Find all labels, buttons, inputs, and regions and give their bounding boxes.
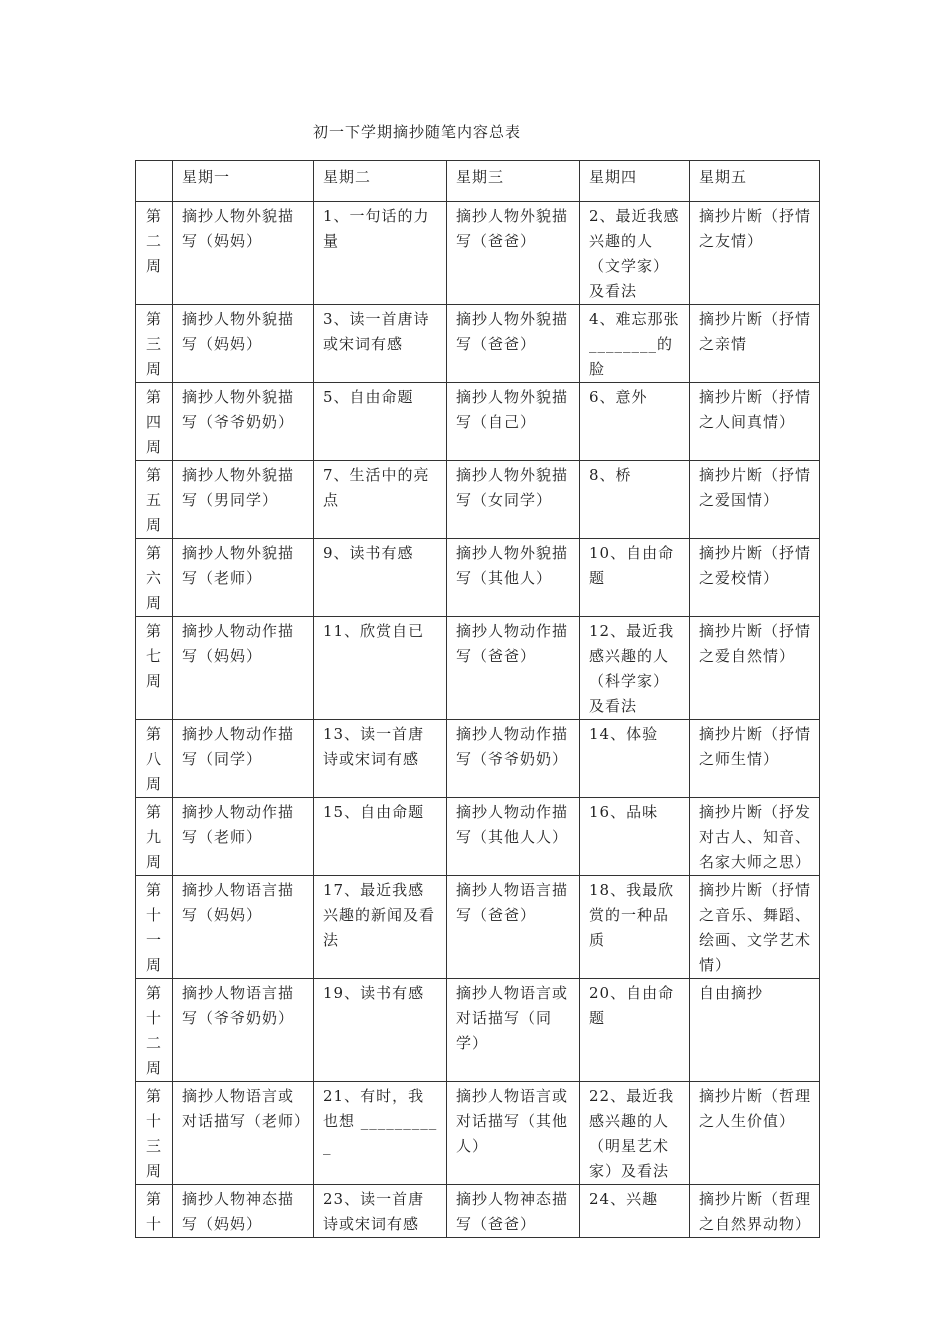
cell-friday: 自由摘抄 [690, 979, 820, 1082]
header-row [136, 161, 820, 202]
cell-wednesday: 摘抄人物外貌描写（女同学） [447, 461, 580, 539]
cell-monday: 摘抄人物动作描写（同学） [173, 720, 314, 798]
cell-wednesday: 摘抄人物外貌描写（爸爸） [447, 305, 580, 383]
week-label: 第 七 周 [136, 617, 173, 720]
cell-wednesday: 摘抄人物神态描写（爸爸） [447, 1185, 580, 1238]
cell-monday: 摘抄人物神态描写（妈妈） [173, 1185, 314, 1238]
cell-tuesday: 3、读一首唐诗或宋词有感 [314, 305, 447, 383]
cell-wednesday: 摘抄人物外貌描写（其他人） [447, 539, 580, 617]
cell-friday: 摘抄片断（抒情之音乐、舞蹈、绘画、文学艺术情） [690, 876, 820, 979]
week-label: 第 八 周 [136, 720, 173, 798]
cell-friday: 摘抄片断（抒情之师生情） [690, 720, 820, 798]
cell-wednesday: 摘抄人物动作描写（爷爷奶奶） [447, 720, 580, 798]
cell-thursday: 20、自由命题 [580, 979, 690, 1082]
header-thursday: 星期四 [580, 161, 690, 202]
week-label: 第 二 周 [136, 202, 173, 305]
table-row [136, 383, 820, 461]
header-corner [136, 161, 173, 202]
cell-wednesday: 摘抄人物动作描写（爸爸） [447, 617, 580, 720]
cell-thursday: 24、兴趣 [580, 1185, 690, 1238]
cell-tuesday: 19、读书有感 [314, 979, 447, 1082]
week-label: 第 十 [136, 1185, 173, 1238]
cell-friday: 摘抄片断（抒情之爱校情） [690, 539, 820, 617]
cell-friday: 摘抄片断（抒情之爱国情） [690, 461, 820, 539]
cell-tuesday: 11、欣赏自已 [314, 617, 447, 720]
schedule-table [135, 160, 820, 1238]
cell-tuesday: 23、读一首唐诗或宋词有感 [314, 1185, 447, 1238]
cell-monday: 摘抄人物外貌描写（男同学） [173, 461, 314, 539]
week-label: 第 三 周 [136, 305, 173, 383]
week-label: 第 五 周 [136, 461, 173, 539]
cell-tuesday: 7、生活中的亮点 [314, 461, 447, 539]
cell-friday: 摘抄片断（抒情之人间真情） [690, 383, 820, 461]
cell-friday: 摘抄片断（抒情之友情） [690, 202, 820, 305]
cell-tuesday: 21、有时，我也想 __________ [314, 1082, 447, 1185]
cell-tuesday: 1、一句话的力量 [314, 202, 447, 305]
cell-tuesday: 13、读一首唐诗或宋词有感 [314, 720, 447, 798]
cell-thursday: 16、品味 [580, 798, 690, 876]
cell-wednesday: 摘抄人物外貌描写（自己） [447, 383, 580, 461]
document-title: 初一下学期摘抄随笔内容总表 [313, 123, 522, 141]
table-row [136, 539, 820, 617]
cell-monday: 摘抄人物外貌描写（老师） [173, 539, 314, 617]
cell-tuesday: 17、最近我感兴趣的新闻及看法 [314, 876, 447, 979]
table-row [136, 461, 820, 539]
cell-tuesday: 15、自由命题 [314, 798, 447, 876]
cell-friday: 摘抄片断（抒情之亲情 [690, 305, 820, 383]
cell-wednesday: 摘抄人物动作描写（其他人人） [447, 798, 580, 876]
table-row [136, 876, 820, 979]
cell-monday: 摘抄人物语言描写（爷爷奶奶） [173, 979, 314, 1082]
header-friday: 星期五 [690, 161, 820, 202]
header-monday: 星期一 [173, 161, 314, 202]
week-label: 第 十 二 周 [136, 979, 173, 1082]
cell-monday: 摘抄人物动作描写（老师） [173, 798, 314, 876]
table-row [136, 305, 820, 383]
table-row [136, 979, 820, 1082]
cell-monday: 摘抄人物语言描写（妈妈） [173, 876, 314, 979]
cell-monday: 摘抄人物外貌描写（爷爷奶奶） [173, 383, 314, 461]
cell-tuesday: 5、自由命题 [314, 383, 447, 461]
cell-thursday: 4、难忘那张________的脸 [580, 305, 690, 383]
week-label: 第 十 三 周 [136, 1082, 173, 1185]
table-row [136, 1185, 820, 1238]
cell-thursday: 8、桥 [580, 461, 690, 539]
cell-friday: 摘抄片断（哲理之人生价值） [690, 1082, 820, 1185]
cell-thursday: 10、自由命题 [580, 539, 690, 617]
cell-thursday: 12、最近我感兴趣的人（科学家）及看法 [580, 617, 690, 720]
cell-thursday: 18、我最欣赏的一种品质 [580, 876, 690, 979]
table-row [136, 1082, 820, 1185]
table-row [136, 617, 820, 720]
week-label: 第 九 周 [136, 798, 173, 876]
cell-wednesday: 摘抄人物语言或对话描写（其他人） [447, 1082, 580, 1185]
cell-monday: 摘抄人物语言或对话描写（老师） [173, 1082, 314, 1185]
week-label: 第 六 周 [136, 539, 173, 617]
week-label: 第 十 一 周 [136, 876, 173, 979]
table-row [136, 202, 820, 305]
cell-thursday: 2、最近我感兴趣的人（文学家）及看法 [580, 202, 690, 305]
cell-wednesday: 摘抄人物外貌描写（爸爸） [447, 202, 580, 305]
cell-thursday: 22、最近我感兴趣的人（明星艺术家）及看法 [580, 1082, 690, 1185]
cell-wednesday: 摘抄人物语言描写（爸爸） [447, 876, 580, 979]
table-row [136, 720, 820, 798]
header-tuesday: 星期二 [314, 161, 447, 202]
cell-thursday: 14、体验 [580, 720, 690, 798]
cell-monday: 摘抄人物动作描写（妈妈） [173, 617, 314, 720]
cell-thursday: 6、意外 [580, 383, 690, 461]
cell-friday: 摘抄片断（哲理之自然界动物） [690, 1185, 820, 1238]
cell-friday: 摘抄片断（抒情之爱自然情） [690, 617, 820, 720]
cell-tuesday: 9、读书有感 [314, 539, 447, 617]
table-row [136, 798, 820, 876]
cell-friday: 摘抄片断（抒发对古人、知音、名家大师之思） [690, 798, 820, 876]
cell-monday: 摘抄人物外貌描写（妈妈） [173, 202, 314, 305]
cell-wednesday: 摘抄人物语言或对话描写（同学） [447, 979, 580, 1082]
cell-monday: 摘抄人物外貌描写（妈妈） [173, 305, 314, 383]
week-label: 第 四 周 [136, 383, 173, 461]
header-wednesday: 星期三 [447, 161, 580, 202]
